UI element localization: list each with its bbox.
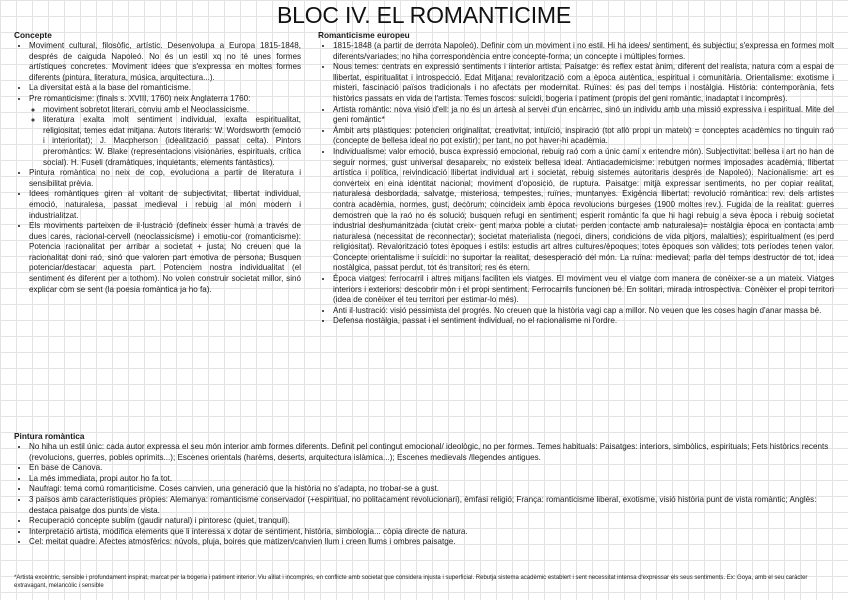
list-item: • Interpretació artista, modifica elements que li interessa x dotar de sentiment, història, simbologia... còpia directe de natura. bbox=[29, 527, 834, 538]
list-item: • Nous temes: centrats en expressió sentiments i iinterior artista. Paisatge: és reflex estat ànim, diferent del realista, natura com a espai de llibertat, espiritualitat i introspecció. Edat Mitjana: revalorització com a època autèntica, espiritual i comunitària. Orientalisme: exotisme i misteri, fascinació països tradicionals i no afectats per modernitat. Ruïnes: és pas del temps i nostàlgia. Història: contemporània, fets històrics passats en vida de l'artista. Temes foscos: suïcidi, bogeria i patiment (propis del geni romàntic, inadaptat i incomprès). bbox=[333, 62, 834, 104]
list-item: • No hiha un estil únic: cada autor expressa el seu món interior amb formes diferents. Definit pel contingut emocional/ ideològic, no per formes. Temes habituals: Paisatges: interiors, simbòlics, espirituals; Fets històrics recents (revolucions, guerres, pobles oprimits...); Escenes orientals (harèms, deserts, arquitectura islàmica...); Escenes medievals /llegendes antigues. bbox=[29, 442, 834, 463]
concepte-heading: Concepte bbox=[14, 30, 52, 40]
list-item: • En base de Canova. bbox=[29, 463, 834, 474]
sub-list-item: ◦ moviment sobretot literari, conviu amb el Neoclassicisme. bbox=[43, 105, 301, 116]
list-item: • Recuperació concepte sublim (gaudir natural) i pintoresc (quiet, tranquil). bbox=[29, 516, 834, 527]
list-item bbox=[29, 94, 301, 168]
list-item: • Cel: meitat quadre. Afectes atmosfèrics: núvols, pluja, boires que matizen/canvien llum i creen llums i ombres paisatge. bbox=[29, 537, 834, 548]
list-item: • Defensa nostàlgia, passat i el sentiment individual, no el racionalisme ni l'ordre. bbox=[333, 316, 834, 327]
pintura-romantica-heading: Pintura romàntica bbox=[14, 431, 85, 441]
page-title: BLOC IV. EL ROMANTICIME bbox=[276, 2, 572, 28]
list-item: • Artista romàntic: nova visió d'ell: ja no és un artesà al servei d'un encàrrec, sinó un individu amb una missió expressiva i espiritual. Mite del geni romàntic* bbox=[333, 105, 834, 126]
list-item: • Època viatges: ferrocarril i altres mitjans faciliten els viatges. El moviment veu el viatge com manera de conèixer-se a un mateix. Viatges interiors i exteriors: descobrir món i el propi sentiment. Ferrocarrils funcionen bé. En solitari, mirada introspectiva. Conèixer el propi territori (idea de conèixer el teu territori per estimar-lo més). bbox=[333, 274, 834, 306]
list-item: • Anti il·lustració: visió pessimista del progrés. No creuen que la història vagi cap a millor. No veuen que les coses hagin d'anar massa bé. bbox=[333, 306, 834, 317]
list-item: • Àmbit arts plàstiques: potencien originalitat, creativitat, intuïció, inspiració (tot allò propi un mateix) = conceptes acadèmics no tinguin raó (concepte de bellesa ideal no pot existir); per tant, no pot haver-hi acadèmia. bbox=[333, 126, 834, 147]
concepte-section bbox=[14, 30, 301, 295]
list-item-text: Pre romanticisme: (finals s. XVIII, 1760) neix Anglaterra 1760: bbox=[29, 93, 251, 103]
list-item: • La més immediata, propi autor ho fa tot. bbox=[29, 474, 834, 485]
list-item: • 3 països amb característiques pròpies: Alemanya: romanticisme conservador (+espiritual, no politacament revolucionari), èmfasi religió; França: romanticisme liberal, exotisme, visió història punt de vista romàntic; Anglès: destaca paisatge dos punts de vista. bbox=[29, 495, 834, 516]
list-item: • La diversitat està a la base del romanticisme. bbox=[29, 83, 301, 94]
list-item: • 1815-1848 (a partir de derrota Napoleó). Definir com un moviment i no estil. Hi ha idees/ sentiment, és subjectiu; s'expressa en formes molt diferents/variades; no hiha correspondència entre concepte-forma; un concepte i múltiples formes. bbox=[333, 41, 834, 62]
list-item: • Idees romàntiques giren al voltant de subjectivitat, llibertat individual, emoció, naturalesa, passat medieval i rebuig al món modern i industrialitzat. bbox=[29, 189, 301, 221]
romanticisme-europeu-heading: Romanticisme europeu bbox=[318, 30, 410, 40]
list-item: • Moviment cultural, filosòfic, artístic. Desenvolupa a Europa 1815-1848, després de caiguda Napoleó. No és un estil xq no té unes formes artístiques concretes. Moviment idees que s'expressa en moltes formes diferents (pintura, literatura, música, arquitectura...). bbox=[29, 41, 301, 83]
list-item: • Pintura romàntica no neix de cop, evoluciona a partir de literatura i sensibilitat prèvia. bbox=[29, 168, 301, 189]
list-item: • Naufragi: tema comú romanticisme. Coses canvien, una generació que la història no s'adapta, no trobar-se a gust. bbox=[29, 484, 834, 495]
list-item: • Individualisme: valor emoció, busca expressió emocional, rebuig raó com a únic camí x entendre món). Subjectivitat: bellesa i art no han de seguir normes, gust universal desapareix, no existeix bellesa ideal. Antiacademicisme: rebutgen normes imposades acadèmia, llibertat artística i política, reivindicació llibertat individual art i societat, rebuig sistemes autoritaris després de Napoleó). Nacionalisme: art es converteix en eina identitat nacional; moviment d'oposició, de ruptura. Paisatge: mitjà expressar sentiments, no per copiar realitat, naturalesa desbordada, salvatge, misteriosa, tempestes, ruïnes, muntanyes. Exigència llibertat: revolució romàntica: rev. dels artistes contra acadèmia, normes, gust, decòrum; coincideix amb època revolucions burgeses (1900 moltes rev.). Fugida de la realitat: guerres demostren que la raó no és solució; busquen refugi en sentiment; esperit romàntic fa que hi hagi rebuig a seva època i rebuig societat industrial deshumanitzada (ciutat creix- gent marxa poble a ciutat- perden contacte amb naturalesa)= nostàlgia època en contacta amb naturalesa (necessitat de reconnectar); societat materialista (negoci, diners, condicions de vida pitjors, malalties); espiritualment (es perd religiositat). Revalorització totes èpoques i estils: estudis art altres cultures/èpoques; totes èpoques son vàlides; tots períodes tenen valor. Concepte orientalisme i suïcidi: no suportar la realitat, desesperació del món. La ruïna: medieval; parla del temps destructor de tot, idea nostàlgica, passat perdut, tot és transitori; res és etern. bbox=[333, 147, 834, 274]
sub-list-item: ◦ literatura exalta molt sentiment individual, exalta espiritualitat, religiositat, temes edat mitjana. Autors literaris: W. Wordsworth (emoció i interioritat); J. Macpherson (idealització passat celta). Pintors preromàntics: W. Blake (representacions visionàries, espirituals, crítica social). H. Fuseli (dramàtiques, inquietants, elements fantàstics). bbox=[43, 115, 301, 168]
pintura-romantica-section bbox=[14, 431, 834, 548]
footnote: *Artista excèntric, sensible i profundament inspirat, marcat per la bogeria i patiment interior. Viu aïllat i incomprès, en conflicte amb societat que considera injusta i superficial. Rebutja sistema acadèmic establert i sent necessitat intensa d'expressar els seus sentiments. Ex: Goya, amb el seu caràcter extravagant, melancòlic i sensible bbox=[14, 575, 808, 589]
romanticisme-europeu-section bbox=[318, 30, 834, 327]
list-item: • Els moviments parteixen de il·lustració (defineix ésser humà a través de dues cares, racional-cervell (neoclassicisme) i emotiu-cor (romanticisme): Potencia racionalitat per arribar a societat + justa; No creuen que la racionalitat doni raó, sinó que valoren part emotiva de persona; Busquen potenciar/destacar aquesta part. Potenciem nostra individualitat (el sentiment és diferent per a tothom). No volen construir societat millor, sinó explicar com se sent (la poesia romàntica ja ho fa). bbox=[29, 221, 301, 295]
